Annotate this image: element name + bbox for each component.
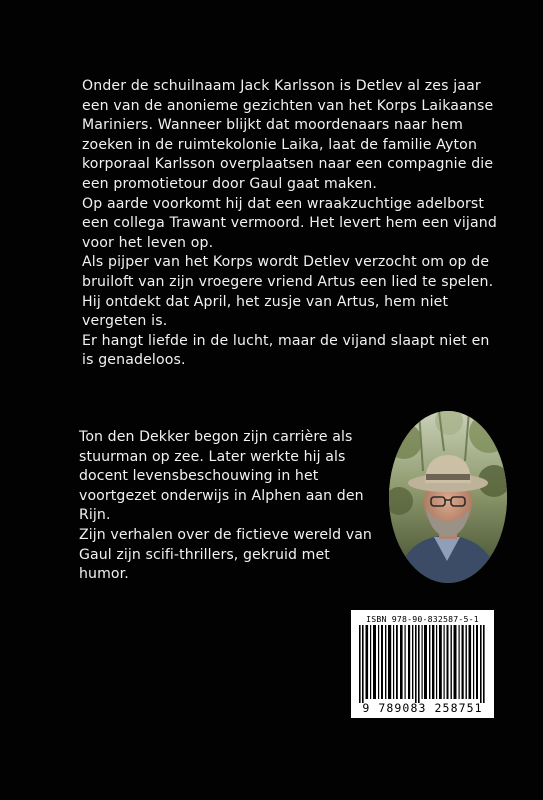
author-bio <box>79 428 379 585</box>
ean-digits: 9 789083 258751 <box>362 701 483 715</box>
author-portrait <box>389 411 507 583</box>
barcode-bars <box>357 625 488 703</box>
bio-paragraph: Zijn verhalen over de fictieve wereld van Gaul zijn scifi-thrillers, gekruid met humor. <box>79 526 372 583</box>
bio-paragraph: Ton den Dekker begon zijn carrière als stuurman op zee. Later werkte hij als docent levensbeschouwing in het voortgezet onderwijs in Alphen aan den Rijn. <box>79 429 364 524</box>
author-photo-illustration <box>389 411 507 583</box>
isbn-barcode <box>351 610 494 718</box>
isbn-label: ISBN 978-90-832587-5-1 <box>366 614 479 624</box>
blurb-paragraph: Er hangt liefde in de lucht, maar de vijand slaapt niet en is genadeloos. <box>82 332 490 369</box>
blurb-paragraph: Als pijper van het Korps wordt Detlev verzocht om op de bruiloft van zijn vroegere vriend Artus een lied te spelen. Hij ontdekt dat April, het zusje van Artus, hem niet vergeten is. <box>82 254 494 330</box>
blurb-paragraph: Onder de schuilnaam Jack Karlsson is Detlev al zes jaar een van de anonieme gezichten van het Korps Laikaanse Mariniers. Wanneer blijkt dat moordenaars naar hem zoeken in de ruimtekolonie Laika, laat de familie Ayton korporaal Karlsson overplaatsen naar een compagnie die een promotietour door Gaul gaat maken. <box>82 78 494 192</box>
blurb-paragraph: Op aarde voorkomt hij dat een wraakzuchtige adelborst een collega Trawant vermoord. Het levert hem een vijand voor het leven op. <box>82 195 497 251</box>
book-blurb <box>82 77 502 371</box>
